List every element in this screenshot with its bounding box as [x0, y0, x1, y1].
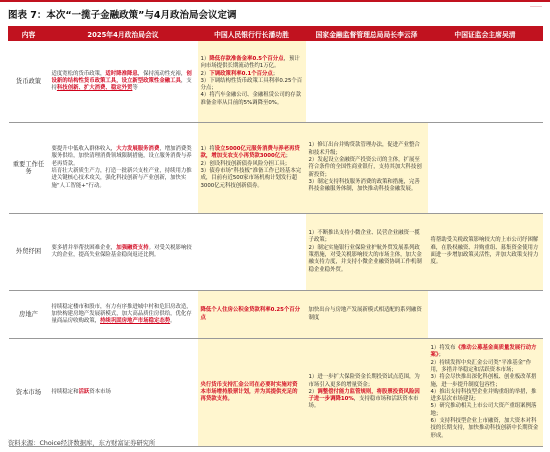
table-header-row — [9, 27, 543, 41]
header-politburo: 2025年4月政治局会议 — [49, 27, 198, 41]
cell-pboc: 1）降低存款准备金率0.5个百分点，预计向市场提供长期流动性约1万亿。 2）下调政策利率0.1个百分点； 3）下调结构性货币政策工具利率0.25个百分点； 4）将汽车金融公司、金融租赁公司的存款准备金率从目前的5%调降至0%。 — [198, 41, 306, 123]
cell-nfra: 加快出台与房地产发展新模式相适配的系列融资制度 — [306, 291, 428, 339]
header-tag: …… — [530, 2, 542, 9]
table-row — [9, 214, 543, 291]
row-category: 外贸纾困 — [9, 214, 49, 291]
row-category: 重要工作任务 — [9, 123, 49, 214]
cell-pboc: 1）将设立5000亿元服务消费与养老再贷款，增加支农支小再贷款3000亿元； 2）创设科技创新债券风险分担工具； 3）债券市场“科技板”准备工作已经基本完成，目前有近500家市场机构计划发行超3000亿元科技创新债券。 — [198, 123, 306, 214]
cell-politburo: 要多措并举帮扶困难企业，加强融资支持。对受关税影响较大的企业，提高失业保险基金稳岗返还比例。 — [49, 214, 198, 291]
cell-nfra: 1）不断推出支持小微企业、民营企业融资一揽子政策； 2）制定实施银行业保险业护航外贸发展系列政策措施，对受关税影响较大的市场主体，加大金融支持力度，并支持小微企业融资协调工作机制稳企业稳外贸。 — [306, 214, 428, 291]
top-rule — [0, 0, 550, 2]
cell-pboc — [198, 214, 306, 291]
cell-csrc — [428, 41, 543, 123]
row-category: 房地产 — [9, 291, 49, 339]
row-category: 资本市场 — [9, 339, 49, 447]
row-category: 货币政策 — [9, 41, 49, 123]
cell-politburo: 适度宽松的货币政策，适时降准降息，保持流动性充裕，创设新的结构性货币政策工具，设立新型政策性金融工具，支持科技创新、扩大消费、稳定外贸等 — [49, 41, 198, 123]
cell-nfra — [306, 41, 428, 123]
header-pboc: 中国人民银行行长潘功胜 — [198, 27, 306, 41]
table-row — [9, 123, 543, 214]
table-row — [9, 339, 543, 447]
header-content: 内容 — [9, 27, 49, 41]
cell-pboc: 央行货币支持汇金公司在必要时实施对资本市场增持股票计划，并为其提供充足的再贷款支持。 — [198, 339, 306, 447]
header-csrc: 中国证监会主席吴清 — [428, 27, 543, 41]
cell-nfra: 1）修订出台并购贷款管理办法，促进产业整合和技术升级； 2）发起设立金融资产投资公司的主体，扩展至符合条件的全国性商业银行，支持其加大科技创新投资； 3）制定支持科技服务消费的政策和措施，完善科技金融服务体制，加快推动科技金融发展。 — [306, 123, 428, 214]
cell-csrc: 将帮助受关税政策影响较大的上市公司纾困解难，在股权融资、并购重组、募集资金使用方面进一步增加政策灵活性，并加大政策支持力度。 — [428, 214, 543, 291]
table-row — [9, 291, 543, 339]
cell-politburo: 持续稳定楼市和股市，有力有序推进城中村和危旧房改造，加快构建房地产发展新模式，加大高品质住房供给，优化存量商品房收购政策，持续巩固房地产市场稳定态势。 — [49, 291, 198, 339]
cell-csrc: 1）将发布《推动公募基金高质量发展行动方案》； 2）持续发挥中央汇金公司类“平准基金”作用，多措并举稳定和活跃资本市场； 3）将会尽快推出深化科创板、创业板改革措施，进一步提升制度包容性； 4）推出支持科技型企业并购重组的举措，推进多层次市场建设； 5）研究推动相关上市公司大资产重组案例落地； 6）支持科技型企业上市融资，加大资本对科技的长期支持，加快推动科技创新中长期资金形成。 — [428, 339, 543, 447]
cell-nfra: 1）进一步扩大保险资金长期投资试点范围，为市场引入更多的增量资金； 2）调整偿付能力监管规则，将股票投资风险因子进一步调降10%，支持稳市场和活跃资本市场。 — [306, 339, 428, 447]
cell-csrc — [428, 291, 543, 339]
source-note: 资料来源：Choice经济数据库，东方财富证券研究所 — [8, 440, 156, 447]
header-nfra: 国家金融监督管理总局局长李云泽 — [306, 27, 428, 41]
cell-csrc — [428, 123, 543, 214]
cell-pboc: 降低个人住房公积金贷款利率0.25个百分点 — [198, 291, 306, 339]
table-row — [9, 41, 543, 123]
cell-politburo: 要提升中低收入群体收入，大力发展服务消费，增加消费类服务供给，加快清理消费领域限制措施，设立服务消费与养老再贷款。 培育壮大新质生产力，打造一批新兴支柱产业，持续用力推进关键核心技术攻关，强化科技创新与产业创新，加快实施“人工智能+”行动。 — [49, 123, 198, 214]
cell-politburo: 持续稳定和活跃资本市场 — [49, 339, 198, 447]
policy-table — [8, 26, 543, 447]
figure-title: 图表 7：本次“一揽子金融政策”与4月政治局会议定调 — [8, 10, 237, 21]
